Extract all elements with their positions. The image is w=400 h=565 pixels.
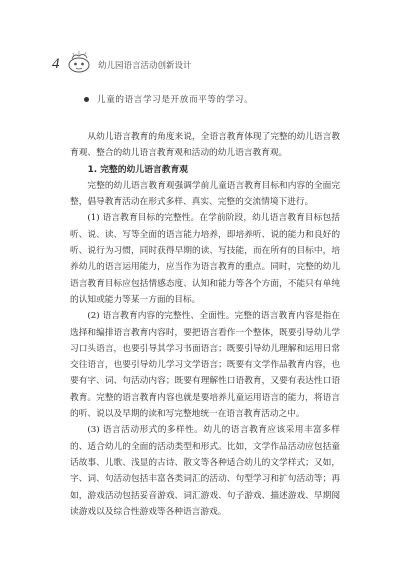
child-face-logo-icon <box>64 50 94 74</box>
book-title: 幼儿园语言活动创新设计 <box>98 61 192 71</box>
intro-paragraph: 从幼儿语言教育的角度来说，全语言教育体现了完整的幼儿语言教育观、整合的幼儿语言教育观和活动的幼儿语言教育观。 <box>70 132 340 159</box>
paragraph-overview: 完整的幼儿语言教育观强调学前儿童语言教育目标和内容的全面完整，倡导教育活动在形式多样、真实、完整的交流情境下进行。 <box>70 180 340 208</box>
section-heading: 1. 完整的幼儿语言教育观 <box>87 164 189 175</box>
bullet-text: 儿童的语言学习是开放而平等的学习。 <box>97 95 254 105</box>
bullet-point <box>84 93 253 105</box>
main-text <box>70 118 340 520</box>
page-header <box>0 0 400 80</box>
paragraph-goals: (1) 语言教育目标的完整性。在学前阶段，幼儿语言教育目标包括听、说、读、写等全面的语言能力培养，即培养听、说的能力和良好的听、说行为习惯，同时获得早期的读、写技能，而在所有的目标中，培养幼儿的语言运用能力，应当作为语言教育的重点。同时，完整的幼儿语言教育目标应包括情感态度、认知和能力等各个方面，不能只有单纯的认知或能力等某一方面的目标。 <box>70 213 340 305</box>
paragraph-forms: (3) 语言活动形式的多样性。幼儿的语言教育应该采用丰富多样的、适合幼儿的全面的活动类型和形式。比如，文学作品活动应包括童话故事、儿歌、浅显的古诗、散文等各种适合幼儿的文学样式；又如，字、词、句活动包括丰富各类词汇的活动、句型学习和扩句活动等；再如，游戏活动包括妥音游戏、词汇游戏、句子游戏、描述游戏、早期阅读游戏以及综合性游戏等各种语言游戏。 <box>70 425 340 517</box>
paragraph-content: (2) 语言教育内容的完整性、全面性。完整的语言教育内容是指在选择和编排语言教育内容时，要把语言看作一个整体，既要引导幼儿学习口头语言，也要引导其学习书面语言；既要引导幼儿理解和运用日常交往语言，也要引导幼儿学习文学语言；既要有文学作品教育内容，也要有字、词、句活动内容；既要有理解性口语教育，又要有表达性口语教育。完整的语言教育内容也就是要培养儿童运用语言的能力，将语言的听、说以及早期的读和写完整地统一在语言教育活动之中。 <box>70 311 340 420</box>
bullet-dot-icon <box>84 97 89 102</box>
page-number: 4 <box>52 56 60 72</box>
